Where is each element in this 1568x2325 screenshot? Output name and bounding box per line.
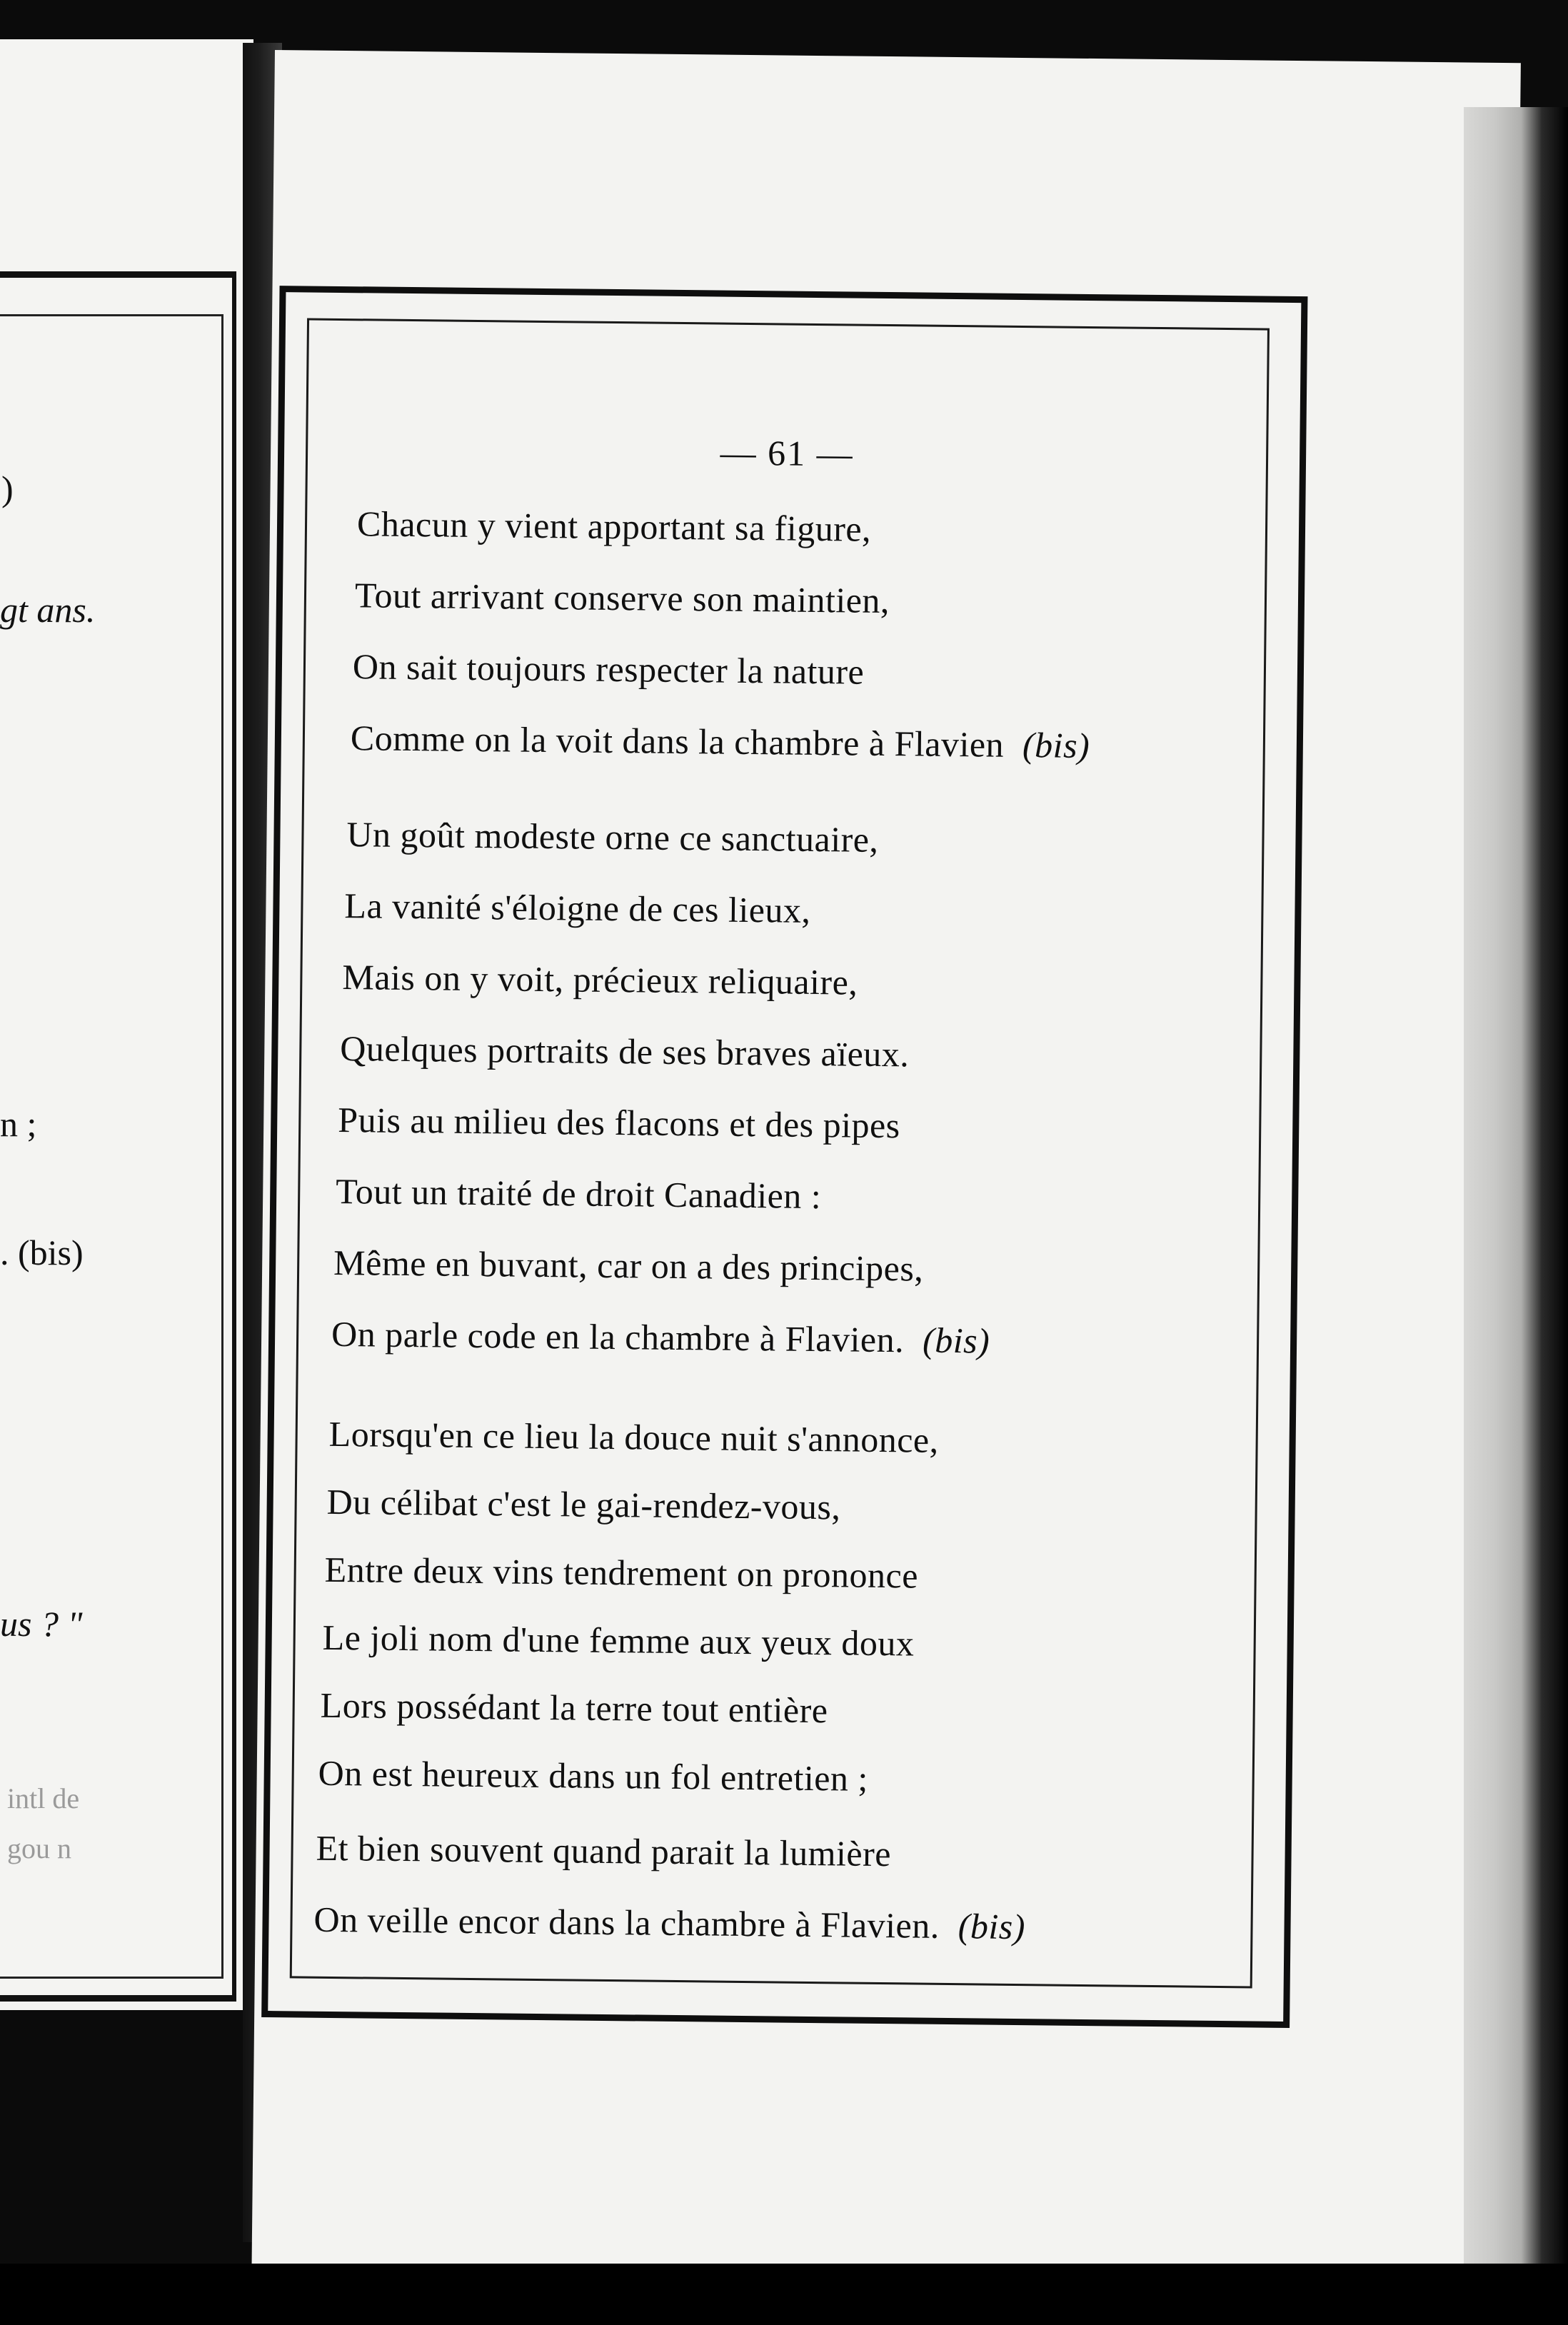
verse-line: Tout arrivant conserve son maintien, <box>354 575 890 621</box>
verse-text: On veille encor dans la chambre à Flavien. <box>313 1899 940 1946</box>
left-fragment: . (bis) <box>0 1232 84 1272</box>
left-fragment: gou n <box>7 1832 71 1864</box>
verse-line: Mais on y voit, précieux reliquaire, <box>342 957 858 1003</box>
page-frame-inner <box>290 318 1270 1988</box>
left-fragment: ) <box>1 468 14 508</box>
page-frame-outer <box>261 286 1307 2028</box>
left-page-frame-inner <box>0 314 223 1979</box>
verse-line <box>351 717 1090 766</box>
left-fragment: us ? " <box>0 1604 83 1644</box>
verse-line: Le joli nom d'une femme aux yeux doux <box>322 1617 915 1664</box>
verse-line: Même en buvant, car on a des principes, <box>333 1242 924 1289</box>
verse-text: On parle code en la chambre à Flavien. <box>331 1313 905 1360</box>
page-stack-edge <box>1464 107 1568 2278</box>
right-page <box>251 50 1521 2305</box>
verse-text: Comme on la voit dans la chambre à Flavien <box>350 718 1005 765</box>
verse-line: Puis au milieu des flacons et des pipes <box>338 1100 900 1146</box>
verse-line: Du célibat c'est le gai-rendez-vous, <box>326 1481 841 1527</box>
verse-line: La vanité s'éloigne de ces lieux, <box>344 885 811 930</box>
verse-line: Lors possédant la terre tout entière <box>320 1684 828 1731</box>
verse-line <box>331 1313 990 1362</box>
verse-line: Tout un traité de droit Canadien : <box>335 1170 822 1217</box>
page-number: — 61 — <box>720 432 854 474</box>
left-fragment: gt ans. <box>0 590 96 630</box>
verse-line: Et bien souvent quand parait la lumière <box>316 1827 892 1874</box>
verse-line <box>313 1899 1025 1947</box>
verse-line: On est heureux dans un fol entretien ; <box>318 1752 869 1799</box>
left-fragment: intl de <box>7 1782 80 1814</box>
verse-line: Un goût modeste orne ce sanctuaire, <box>346 814 879 860</box>
refrain-marker: (bis) <box>948 1906 1026 1947</box>
refrain-marker: (bis) <box>1012 724 1090 766</box>
refrain-marker: (bis) <box>913 1320 990 1361</box>
verse-line: Entre deux vins tendrement on prononce <box>324 1549 919 1596</box>
verse-line: Quelques portraits de ses braves aïeux. <box>340 1028 910 1075</box>
verse-line: Chacun y vient apportant sa figure, <box>356 503 872 549</box>
verse-line: On sait toujours respecter la nature <box>352 646 865 692</box>
left-fragment: n ; <box>0 1104 37 1144</box>
verse-line: Lorsqu'en ce lieu la douce nuit s'annonce, <box>328 1413 939 1460</box>
scan-border <box>0 2264 1568 2325</box>
left-page <box>0 39 253 2010</box>
